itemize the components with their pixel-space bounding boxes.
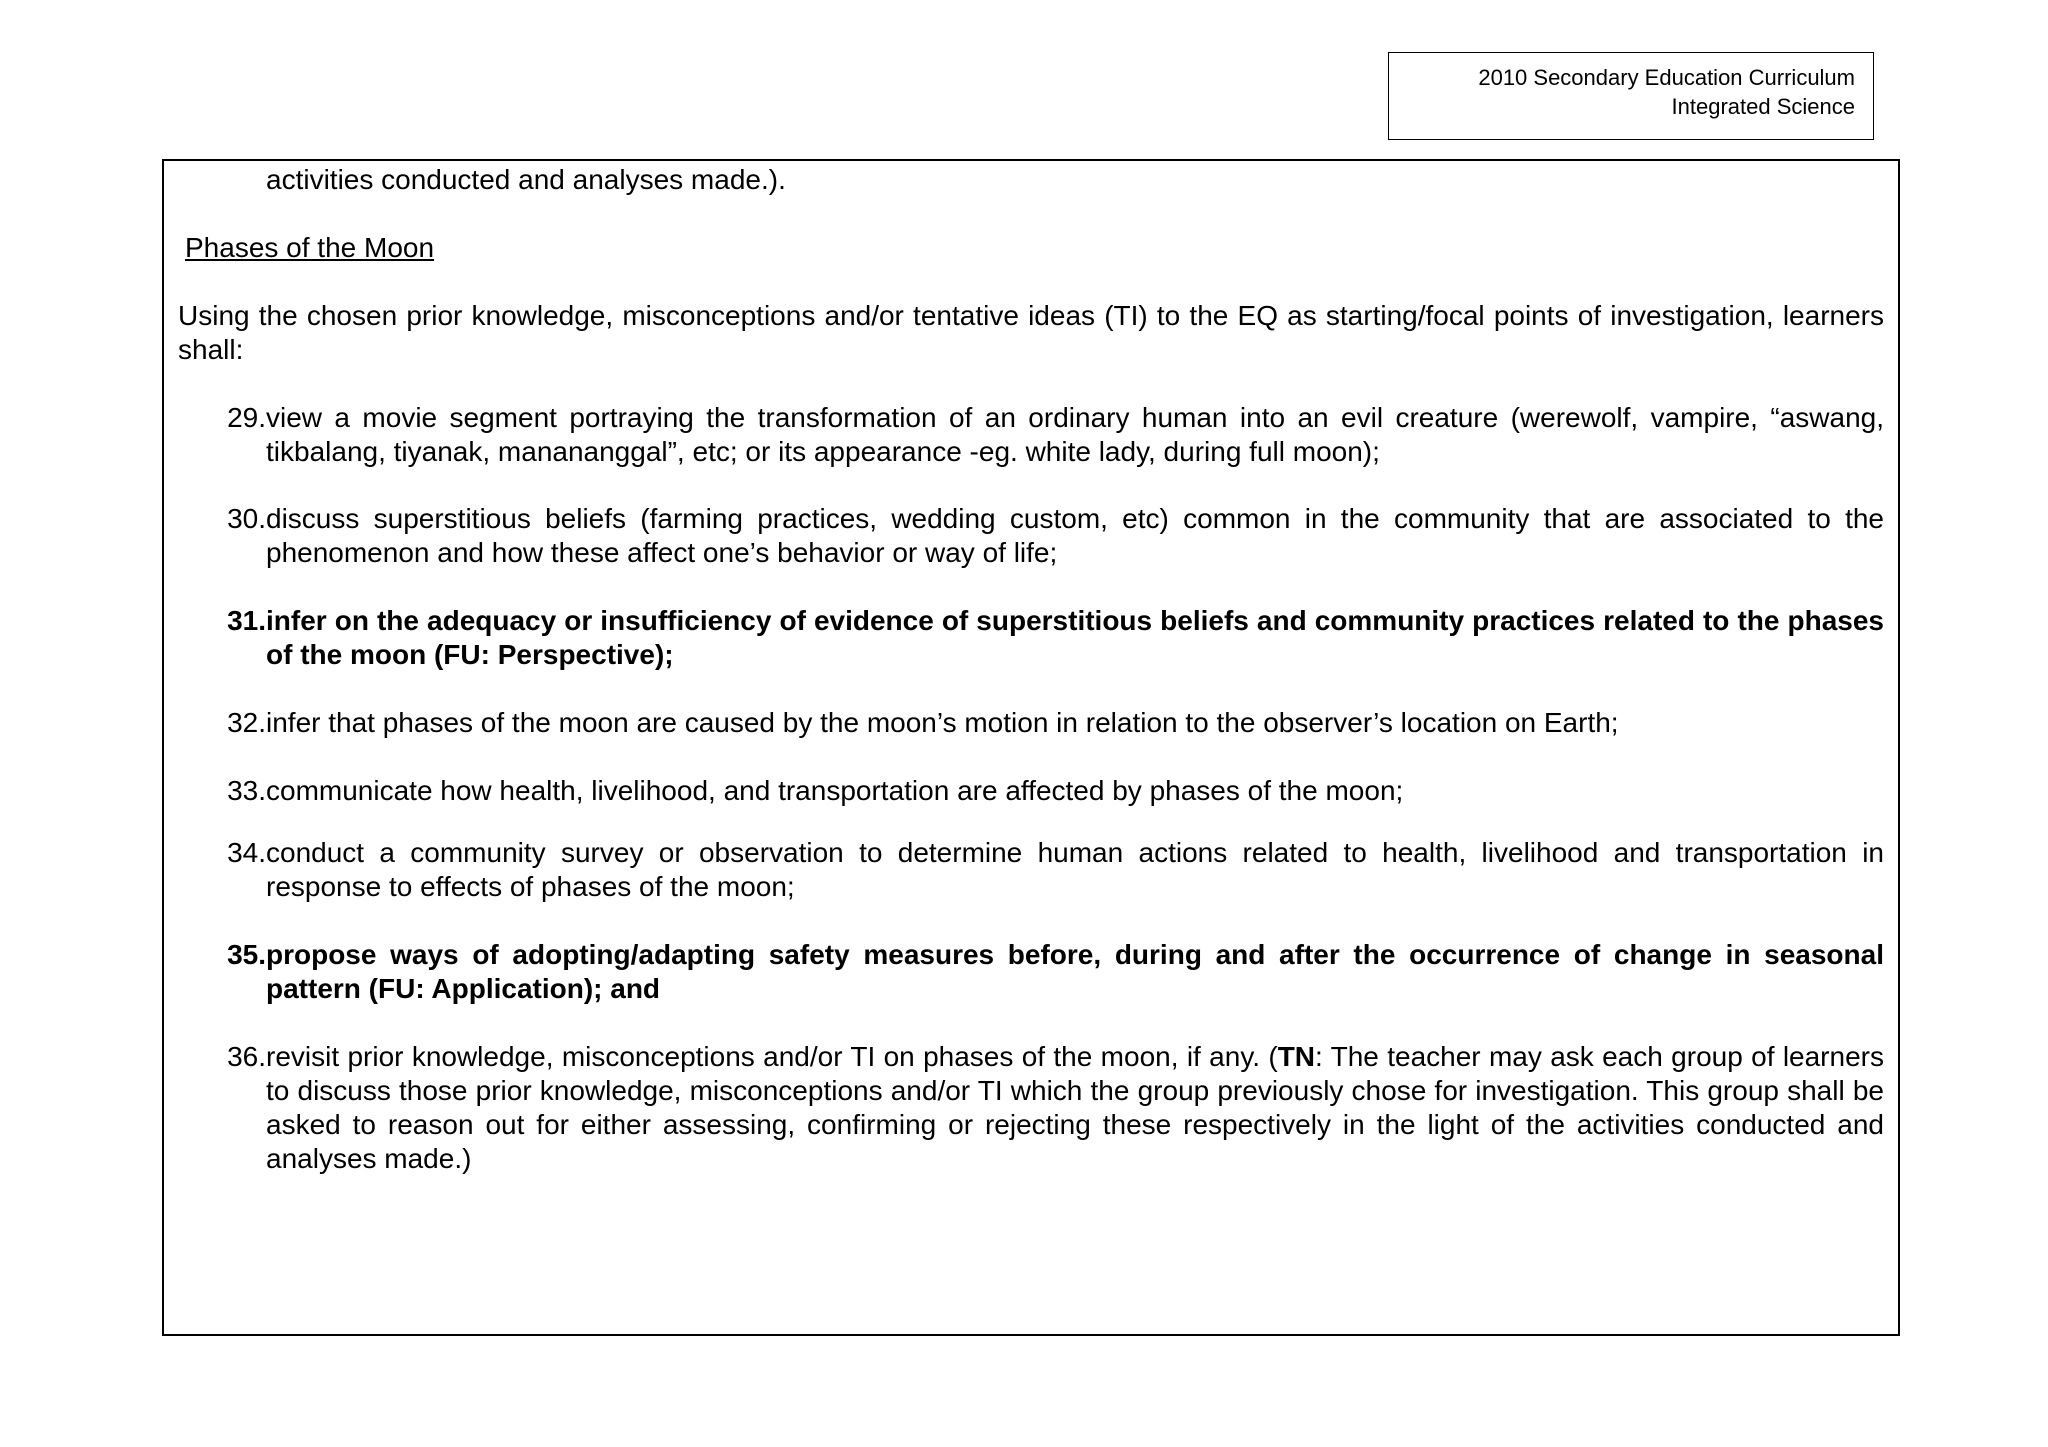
- list-item-30: [212, 502, 1884, 570]
- list-item-text-start: revisit prior knowledge, misconceptions and/or TI on phases of the moon, if any. (: [266, 1041, 1278, 1072]
- intro-paragraph: Using the chosen prior knowledge, misconceptions and/or tentative ideas (TI) to the EQ as starting/focal points of investigation, learners shall:: [178, 300, 1884, 365]
- list-item-29: [212, 401, 1884, 469]
- list-item-text: communicate how health, livelihood, and transportation are affected by phases of the moon;: [266, 775, 1404, 806]
- list-item-number: 33.: [227, 775, 266, 806]
- list-item-text: propose ways of adopting/adapting safety measures before, during and after the occurrence of change in seasonal pattern (FU: Application); and: [266, 939, 1884, 1004]
- content-box: [162, 159, 1900, 1336]
- list-item-text: infer on the adequacy or insufficiency of evidence of superstitious beliefs and community practices related to the phases of the moon (FU: Perspective);: [266, 605, 1884, 670]
- curriculum-header-box: [1388, 52, 1874, 140]
- list-item-35: [212, 938, 1884, 1006]
- carryover-text: activities conducted and analyses made.).: [266, 164, 786, 195]
- list-item-text-end: : The teacher may ask each group of learners to discuss those prior knowledge, misconceptions and/or TI which the group previously chose for investigation. This group shall be asked to reason out for either assessing, confirming or rejecting these respectively in the light of the activities conducted and analyses made.): [266, 1041, 1884, 1174]
- list-item-number: 35.: [227, 939, 266, 970]
- list-item-number: 30.: [227, 503, 266, 534]
- header-curriculum-title: 2010 Secondary Education Curriculum: [1478, 65, 1855, 90]
- list-item-34: [212, 836, 1884, 904]
- section-heading: Phases of the Moon: [185, 232, 435, 263]
- list-item-text: [266, 1040, 1884, 1176]
- list-item-text: infer that phases of the moon are caused by the moon’s motion in relation to the observer’s location on Earth;: [266, 707, 1619, 738]
- teacher-note-label: TN: [1277, 1041, 1316, 1072]
- list-item-36: [212, 1040, 1884, 1176]
- list-item-text: discuss superstitious beliefs (farming practices, wedding custom, etc) common in the community that are associated to the phenomenon and how these affect one’s behavior or way of life;: [266, 503, 1884, 568]
- header-subject: Integrated Science: [1671, 94, 1855, 119]
- list-item-number: 29.: [227, 402, 266, 433]
- list-item-32: [212, 706, 1884, 740]
- list-item-31: [212, 604, 1884, 672]
- list-item-33: [212, 774, 1884, 808]
- list-item-number: 36.: [227, 1041, 266, 1072]
- list-item-number: 32.: [227, 707, 266, 738]
- list-item-number: 31.: [227, 605, 266, 636]
- list-item-text: conduct a community survey or observation to determine human actions related to health, livelihood and transportation in response to effects of phases of the moon;: [266, 837, 1884, 902]
- list-item-number: 34.: [227, 837, 266, 868]
- list-item-text: view a movie segment portraying the transformation of an ordinary human into an evil creature (werewolf, vampire, “aswang, tikbalang, tiyanak, manananggal”, etc; or its appearance -eg. white lady, during full moon);: [266, 402, 1884, 467]
